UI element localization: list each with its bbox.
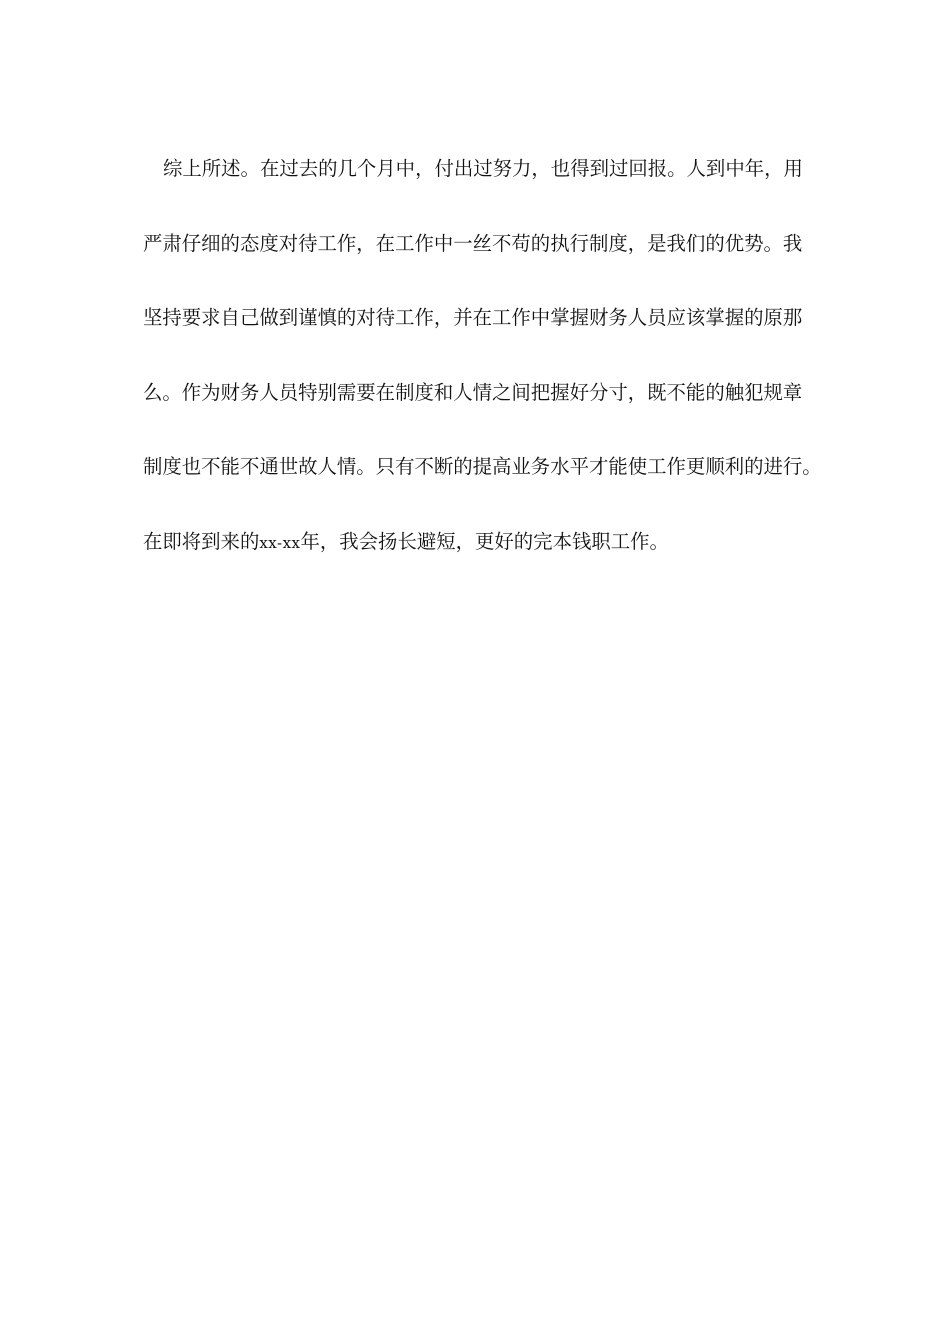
body-paragraph xyxy=(143,132,822,580)
paragraph-line-6 xyxy=(143,505,808,580)
paragraph-line-3: 坚持要求自己做到谨慎的对待工作，并在工作中掌握财务人员应该掌握的原那 xyxy=(143,306,803,330)
year-placeholder: xx-xx xyxy=(259,533,301,552)
paragraph-line-4: 么。作为财务人员特别需要在制度和人情之间把握好分寸，既不能的触犯规章 xyxy=(143,380,803,404)
paragraph-line-1: 综上所述。在过去的几个月中，付出过努力，也得到过回报。人到中年，用 xyxy=(163,157,803,180)
last-line-suffix: 年，我会扬长避短，更好的完本钱职工作。 xyxy=(300,529,669,553)
last-line-prefix: 在即将到来的 xyxy=(143,529,260,553)
paragraph-line-5: 制度也不能不通世故人情。只有不断的提高业务水平才能使工作更顺利的进行。 xyxy=(143,455,822,479)
paragraph-line-2: 严肃仔细的态度对待工作，在工作中一丝不苟的执行制度，是我们的优势。我 xyxy=(143,231,803,255)
